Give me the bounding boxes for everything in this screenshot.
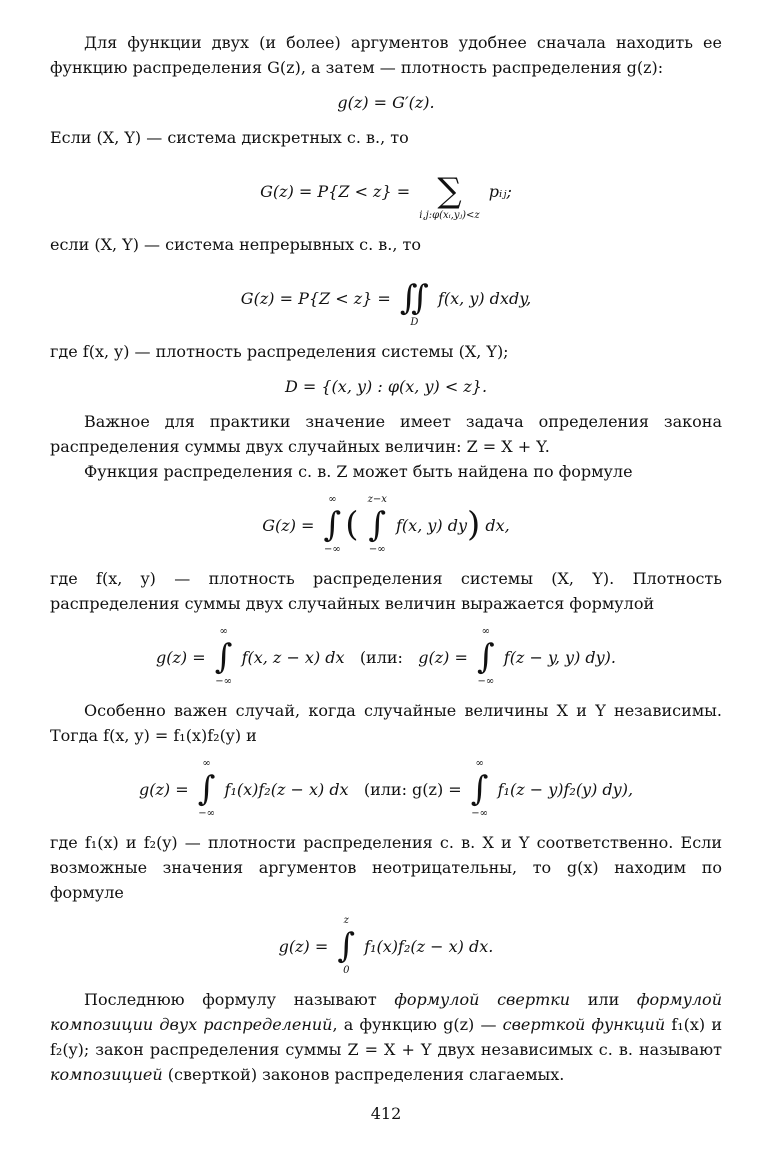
- formula-convolution: [50, 758, 722, 820]
- paragraph-sum-density: где f(x, y) — плотность распределения системы (X, Y). Плотность распределения суммы двух случайных величин выражается формулой: [50, 569, 722, 613]
- formula-rhs: f(x, y) dxdy,: [437, 288, 532, 308]
- inner-integral: z−x ∫ −∞: [367, 494, 387, 555]
- outer-lower-limit: −∞: [324, 544, 341, 555]
- inner-lower-limit: −∞: [368, 544, 386, 555]
- paragraph-nonnegative: где f₁(x) и f₂(y) — плотности распределения с. в. X и Y соответственно. Если возможные значения аргументов неотрицательны, то g(x) находим по формуле: [50, 833, 722, 902]
- integral-domain: D: [410, 317, 419, 328]
- integral-operator: z ∫ 0: [337, 915, 356, 976]
- paragraph-sum-problem: Важное для практики значение имеет задача определения закона распределения суммы двух случайных величин: Z = X + Y.: [50, 412, 722, 456]
- formula-lhs: g(z) =: [278, 936, 329, 956]
- formula-domain-definition: D = {(x, y) : φ(x, y) < z}.: [284, 377, 488, 396]
- paragraph-independent: Особенно важен случай, когда случайные величины X и Y независимы. Тогда f(x, y) = f₁(x)f₂(y) и: [50, 701, 722, 745]
- integral-operator: ∞ ∫ −∞: [197, 758, 216, 819]
- formula-rhs: dx,: [485, 515, 510, 535]
- integral-operator: ∞ ∫ −∞: [214, 626, 233, 687]
- term-composition-formula: формулой композиции двух распределений: [50, 990, 722, 1034]
- integral-operator-alt: ∞ ∫ −∞: [476, 626, 495, 687]
- formula-lhs: G(z) = P{Z < z} =: [260, 181, 411, 201]
- paragraph-convolution-definition: Последнюю формулу называют формулой свертки или формулой композиции двух распределений, а функцию g(z) — сверткой функций f₁(x) и f₂(y); закон распределения суммы Z = X + Y двух независимых с. в. называют композицией (сверткой) законов распределения слагаемых.: [50, 990, 723, 1084]
- formula-sum-density: [50, 626, 722, 688]
- paragraph-1: Для функции двух (и более) аргументов удобнее сначала находить ее функцию распределения G(z), а затем — плотность распределения g(z):: [50, 33, 722, 77]
- integrand-alt: f₁(z − y)f₂(y) dy),: [497, 779, 634, 799]
- term-convolution-functions: сверткой функций: [502, 1015, 666, 1034]
- inner-integrand: f(x, y) dy: [396, 515, 468, 535]
- formula-lhs: g(z) =: [156, 647, 206, 667]
- outer-upper-limit: ∞: [328, 494, 337, 505]
- formula-lhs: g(z) =: [138, 779, 189, 799]
- integral-operator-alt: ∞ ∫ −∞: [470, 758, 489, 819]
- term-composition: композицией: [50, 1065, 163, 1084]
- page-content: [50, 30, 722, 1126]
- formula-discrete-distribution: [50, 160, 722, 222]
- formula-lhs: G(z) = P{Z < z} =: [240, 288, 391, 308]
- integrand: f₁(x)f₂(z − x) dx.: [364, 936, 494, 956]
- alternative-label: (или: g(z) =: [363, 779, 462, 799]
- term-convolution-formula: формулой свертки: [394, 990, 571, 1009]
- paragraph-where-f: где f(x, y) — плотность распределения системы (X, Y);: [50, 342, 509, 361]
- integrand: f(x, z − x) dx: [241, 647, 345, 667]
- formula-density-derivative: g(z) = G′(z).: [337, 93, 435, 112]
- double-integral-operator: [400, 267, 429, 329]
- paragraph-continuous-intro: если (X, Y) — система непрерывных с. в., то: [50, 235, 421, 254]
- inner-upper-limit: z−x: [367, 494, 387, 505]
- alternative-label: (или:: [359, 647, 403, 667]
- paragraph-sum-distribution: Функция распределения с. в. Z может быть найдена по формуле: [84, 462, 633, 481]
- sum-subscript: i,j:φ(xᵢ,yⱼ)<z: [419, 210, 480, 221]
- outer-integral: ∞ ∫ −∞: [323, 494, 342, 555]
- page-number: 412: [370, 1104, 402, 1123]
- double-integral-symbol: ∬: [399, 278, 429, 318]
- sum-symbol: ∑: [437, 171, 462, 211]
- formula-lhs-alt: g(z) =: [418, 647, 468, 667]
- formula-lhs: G(z) =: [262, 515, 315, 535]
- sum-operator: [419, 160, 479, 222]
- formula-convolution-nonnegative: [50, 915, 722, 977]
- integrand: f₁(x)f₂(z − x) dx: [224, 779, 349, 799]
- paragraph-discrete-intro: Если (X, Y) — система дискретных с. в., то: [50, 128, 409, 147]
- formula-continuous-distribution: [50, 267, 722, 329]
- integrand-alt: f(z − y, y) dy).: [503, 647, 616, 667]
- formula-rhs: pᵢⱼ;: [488, 181, 512, 201]
- formula-sum-distribution: G(z) = ∞ ∫ −∞ ( z−x ∫ −∞ f(x, y) dy) dx,: [262, 494, 510, 555]
